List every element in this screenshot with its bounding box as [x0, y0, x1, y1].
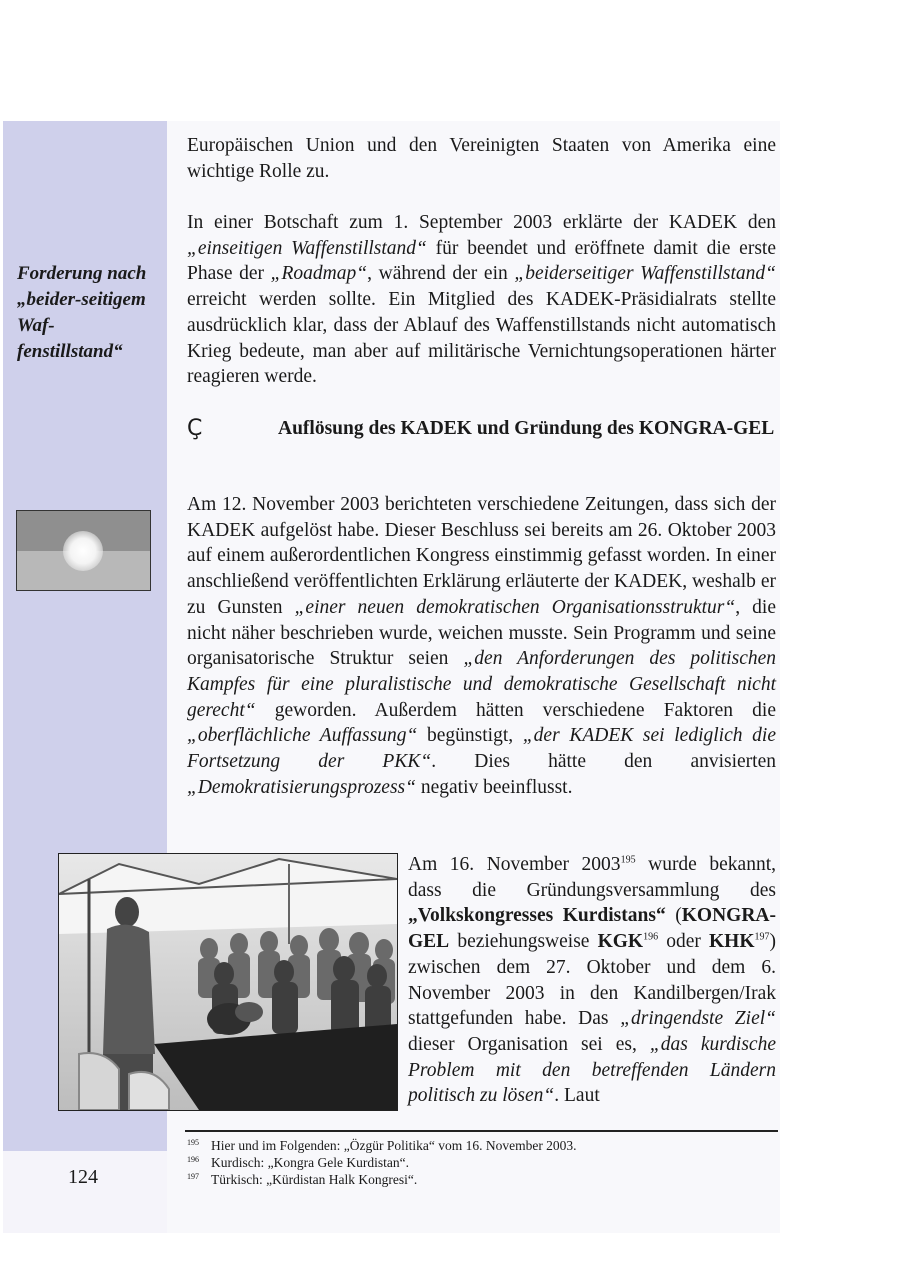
- sidebar-footer-area: [3, 1151, 167, 1233]
- congress-photo: [58, 853, 398, 1111]
- footnote-rule: [185, 1130, 778, 1132]
- margin-note: Forderung nach „beider-seitigem Waf-fenstillstand“: [17, 263, 147, 362]
- paragraph-3: Am 12. November 2003 berichteten verschiedene Zeitungen, dass sich der KADEK aufgelöst habe. Dieser Beschluss sei bereits am 26. Oktober 2003 auf einem außerordentlichen Kongress einstimmig gefasst worden. In einer anschließend veröffentlichten Erklärung erläuterte der KADEK, weshalb er zu Gunsten „einer neuen demokratischen Organisationsstruktur“, die nicht näher beschrieben wurde, weichen musste. Sein Programm und seine organisatorische Struktur seien „den Anforderungen des politischen Kampfes für eine pluralistische und demokratische Gesellschaft nicht gerecht“ geworden. Außerdem hätten verschiedene Faktoren die „oberflächliche Auffassung“ begünstigt, „der KADEK sei lediglich die Fortsetzung der PKK“. Dies hätte den anvisierten „Demokratisierungsprozess“ negativ beeinflusst.: [187, 494, 776, 798]
- sun-icon: [63, 531, 103, 571]
- paragraph-2: In einer Botschaft zum 1. September 2003 erklärte der KADEK den „einseitigen Waffenstillstand“ für beendet und eröffnete damit die erste Phase der „Roadmap“, während der ein „beiderseitiger Waffenstillstand“ erreicht werden sollte. Ein Mitglied des KADEK-Präsidialrats stellte ausdrücklich klar, dass der Ablauf des Waffenstillstands nicht automatisch Krieg bedeute, man aber auf militärische Vernichtungsoperationen härter reagieren werde.: [187, 212, 776, 388]
- footnote: 196 Kurdisch: „Kongra Gele Kurdistan“.: [187, 1155, 409, 1170]
- section-letter: Ç: [187, 416, 203, 441]
- footnote: 195 Hier und im Folgenden: „Özgür Politika“ vom 16. November 2003.: [187, 1138, 577, 1153]
- footnotes: [187, 1137, 577, 1188]
- flag-image: [16, 510, 151, 591]
- footnote: 197 Türkisch: „Kürdistan Halk Kongresi“.: [187, 1172, 418, 1187]
- paragraph-4: Am 16. November 2003$^{195}$ wurde bekannt, dass die Gründungsversammlung des „Volkskongresses Kurdistans“ (KONGRA-GEL beziehungsweise KGK$^{196}$ oder KHK$^{197}$) zwischen dem 27. Oktober und dem 6. November 2003 in den Kandilbergen/Irak stattgefunden habe. Das „dringendste Ziel“ dieser Organisation sei es, „das kurdische Problem mit den betreffenden Ländern politisch zu lösen“. Laut: [408, 854, 776, 1107]
- page-number: 124: [68, 1166, 98, 1188]
- section-heading: Auflösung des KADEK und Gründung des KONGRA-GEL: [278, 418, 775, 439]
- paragraph-1: Europäischen Union und den Vereinigten Staaten von Amerika eine wichtige Rolle zu.: [187, 135, 776, 182]
